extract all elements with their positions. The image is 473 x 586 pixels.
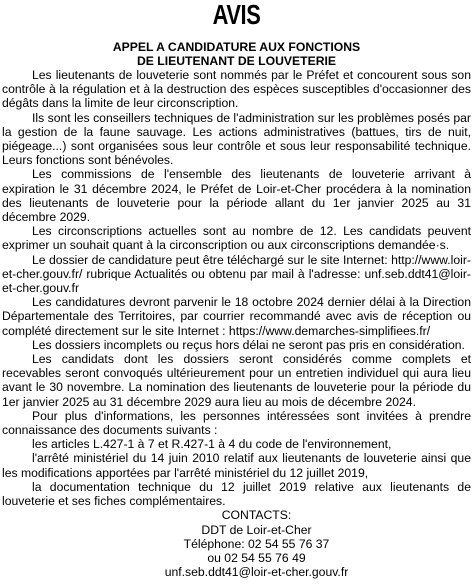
notice-title-line-1: APPEL A CANDIDATURE AUX FONCTIONS (112, 40, 361, 54)
document-item-arrete: l'arrêté ministériel du 14 juin 2010 relatif aux lieutenants de louveterie ainsi que les modifications apportées par l'arrêté ministériel du 12 juillet 2019, (2, 451, 471, 480)
contacts-email: unf.seb.ddt41@loir-et-cher.gouv.fr (164, 565, 349, 580)
contacts-block (2, 508, 471, 579)
paragraph-deadline: Les candidatures devront parvenir le 18 octobre 2024 dernier délai à la Direction Départementale des Territoires, par courrier recommandé avec avis de réception ou complété directement sur le site Internet : https://www.demarches-simplifiees.fr/ (2, 295, 471, 338)
contacts-label: CONTACTS: (221, 508, 292, 523)
notice-page (2, 0, 471, 579)
paragraph-commissions: Les commissions de l'ensemble des lieutenants de louveterie arrivant à expiration le 31 décembre 2024, le Préfet de Loir-et-Cher procédera à la nomination des lieutenants de louveterie pour la période allant du 1er janvier 2025 au 31 décembre 2029. (2, 167, 471, 225)
paragraph-incomplete: Les dossiers incomplets ou reçus hors délai ne seront pas pris en considération. (32, 337, 465, 352)
contacts-phone-1: Téléphone: 02 54 55 76 37 (183, 536, 330, 551)
paragraph-dossier: Le dossier de candidature peut être téléchargé sur le site Internet: http://www.loir-et-cher.gouv.fr/ rubrique Actualités ou obtenu par mail à l'adresse: unf.seb.ddt41@loir-et-cher.gouv.fr (2, 252, 471, 296)
notice-body (2, 68, 471, 508)
notice-heading: AVIS (212, 0, 261, 30)
document-item-articles: les articles L.427-1 à 7 et R.427-1 à 4 du code de l'environnement, (32, 437, 392, 452)
paragraph-interview: Les candidats dont les dossiers seront considérés comme complets et recevables seront convoqués ultérieurement pour un entretien individuel qui aura lieu avant le 30 novembre. La nomination des lieutenants de louveterie pour la période du 1er janvier 2025 au 31 décembre 2029 aura lieu au mois de décembre 2024. (2, 352, 471, 409)
notice-title (2, 40, 471, 68)
contacts-org: DDT de Loir-et-Cher (201, 522, 312, 537)
paragraph-information: Pour plus d'informations, les personnes intéressées sont invitées à prendre connaissance des documents suivants : (2, 408, 471, 438)
contacts-phone-2: ou 02 54 55 76 49 (207, 550, 306, 565)
notice-title-line-2: DE LIEUTENANT DE LOUVETERIE (136, 54, 337, 68)
document-item-documentation: la documentation technique du 12 juillet 2019 relative aux lieutenants de louveterie et ses fiches complémentaires. (2, 479, 471, 509)
paragraph-role: Les lieutenants de louveterie sont nommés par le Préfet et concourent sous son contrôle à la régulation et à la destruction des espèces susceptibles d'occasionner des dégâts dans la limite de leur circonscription. (2, 68, 471, 111)
paragraph-advisors: Ils sont les conseillers techniques de l'administration sur les problèmes posés par la gestion de la faune sauvage. Les actions administratives (battues, tirs de nuit, piégeage...) sont organisées sous leur contrôle et sous leur responsabilité technique. Leurs fonctions sont bénévoles. (2, 110, 471, 168)
paragraph-circonscriptions: Les circonscriptions actuelles sont au nombre de 12. Les candidats peuvent exprimer un souhait quant à la circonscription ou aux circonscriptions demandée·s. (2, 224, 471, 253)
